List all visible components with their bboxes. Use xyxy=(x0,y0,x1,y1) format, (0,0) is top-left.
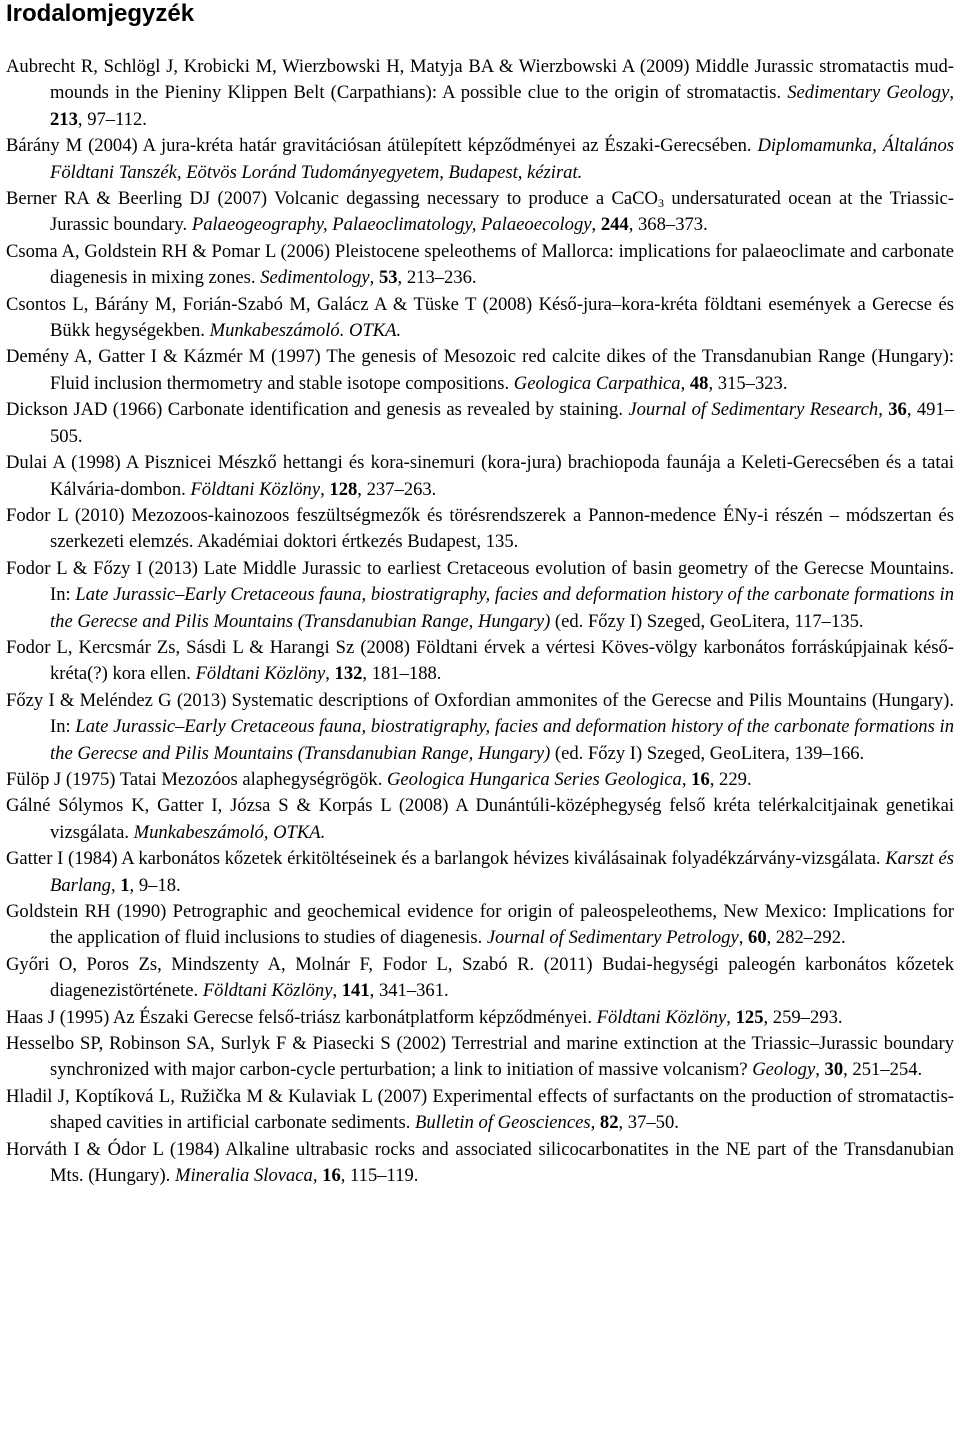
reference-source-italic: Munkabeszámoló, OTKA. xyxy=(133,821,326,843)
reference-text: , xyxy=(591,214,601,236)
reference-text: , xyxy=(680,372,690,394)
reference-entry xyxy=(6,688,954,767)
reference-text: Demény A, Gatter I & Kázmér M (1997) The genesis of Mesozoic red calcite dikes of the Transdanubian Range (Hungary): Fluid inclusion thermometry and stable isotope compositions. xyxy=(6,346,954,394)
reference-volume: 30 xyxy=(824,1059,844,1081)
reference-text: Dickson JAD (1966) Carbonate identification and genesis as revealed by staining. xyxy=(6,399,629,421)
reference-text: , 9–18. xyxy=(129,874,181,896)
reference-entry xyxy=(6,635,954,688)
reference-text: (ed. Főzy I) Szeged, GeoLitera, 139–166. xyxy=(550,742,865,764)
reference-text: Fülöp J (1975) Tatai Mezozóos alaphegységrögök. xyxy=(6,768,387,790)
reference-entry xyxy=(6,793,954,846)
reference-text: , 341–361. xyxy=(369,980,449,1002)
reference-volume: 16 xyxy=(322,1165,341,1187)
reference-text: , xyxy=(325,663,335,685)
reference-source-italic: Bulletin of Geosciences xyxy=(415,1112,591,1134)
reference-volume: 16 xyxy=(691,768,710,790)
reference-text: Fodor L, Kercsmár Zs, Sásdi L & Harangi Sz (2008) Földtani érvek a vértesi Köves-völgy karbonátos forráskúpjainak késő-kréta(?) kora ellen. xyxy=(6,636,954,685)
reference-text: Aubrecht R, Schlögl J, Krobicki M, Wierzbowski H, Matyja BA & Wierzbowski A (2009) Middle Jurassic stromatactis mud-mounds in the Pieniny Klippen Belt (Carpathians): A possible clue to the origin of stromatactis. xyxy=(6,56,954,104)
reference-text: , xyxy=(949,82,954,104)
reference-text: Fodor L & Főzy I (2013) Late Middle Jurassic to earliest Cretaceous evolution of basin geometry of the Gerecse Mountains. In: xyxy=(6,557,954,606)
reference-source-italic: Late Jurassic–Early Cretaceous fauna, biostratigraphy, facies and deformation history of the carbonate formations in the Gerecse and Pilis Mountains (Transdanubian Range, Hungary) xyxy=(50,584,954,632)
reference-text: Gatter I (1984) A karbonátos kőzetek érkitöltéseinek és a barlangok hévizes kiválásainak folyadékzárvány-vizsgálata. xyxy=(6,848,886,870)
reference-entry xyxy=(6,1005,954,1031)
reference-text: , xyxy=(878,399,889,421)
reference-text: Hesselbo SP, Robinson SA, Surlyk F & Piasecki S (2002) Terrestrial and marine extinction at the Triassic–Jurassic boundary synchronized with major carbon-cycle perturbation; a link to initiation of massive volcanism? xyxy=(6,1033,954,1081)
reference-text: Haas J (1995) Az Északi Gerecse felső-triász karbonátplatform képződményei. xyxy=(6,1006,597,1028)
reference-volume: 53 xyxy=(378,267,398,289)
reference-entry xyxy=(6,899,954,952)
reference-text: , 282–292. xyxy=(766,927,846,949)
reference-text: Fodor L (2010) Mezozoos-kainozoos feszültségmezők és törésrendszerek a Pannon-medence ÉNy-i részén – módszertan és szerkezeti elemzés. Akadémiai doktori értkezés Budapest, 135. xyxy=(6,504,954,553)
reference-source-italic: Palaeogeography, Palaeoclimatology, Palaeoecology xyxy=(191,214,592,236)
reference-entry xyxy=(6,1031,954,1084)
reference-source-italic: Late Jurassic–Early Cretaceous fauna, biostratigraphy, facies and deformation history of the carbonate formations in the Gerecse and Pilis Mountains (Transdanubian Range, Hungary) xyxy=(50,716,954,764)
reference-source-italic: Munkabeszámoló. OTKA. xyxy=(209,320,402,342)
reference-entry xyxy=(6,556,954,635)
reference-entry xyxy=(6,133,954,186)
reference-entry xyxy=(6,450,954,503)
reference-entry xyxy=(6,397,954,450)
reference-text: , xyxy=(332,980,342,1002)
reference-text: Gálné Sólymos K, Gatter I, Józsa S & Korpás L (2008) A Dunántúli-középhegység felső kréta telérkalcitjainak genetikai vizsgálata. xyxy=(6,795,954,843)
reference-source-italic: Földtani Közlöny xyxy=(195,663,326,685)
reference-text: , xyxy=(815,1059,825,1081)
reference-text: , 181–188. xyxy=(362,663,442,685)
reference-source-italic: Geologica Hungarica Series Geologica xyxy=(387,768,682,790)
reference-volume: 48 xyxy=(689,372,709,394)
reference-text: , 97–112. xyxy=(77,108,147,130)
reference-text: Csontos L, Bárány M, Forián-Szabó M, Galácz A & Tüske T (2008) Késő-jura–kora-kréta földtani események a Gerecse és Bükk hegységekben. xyxy=(6,293,954,342)
reference-source-italic: Geology xyxy=(752,1059,816,1081)
reference-source-italic: Földtani Közlöny xyxy=(190,478,321,500)
reference-text: undersaturated ocean at the Triassic-Jurassic boundary. xyxy=(50,188,954,236)
reference-text: , 315–323. xyxy=(708,372,788,394)
reference-text: , 491–505. xyxy=(50,399,955,447)
reference-entry xyxy=(6,952,954,1005)
reference-entry xyxy=(6,186,954,239)
reference-text: , 115–119. xyxy=(340,1165,419,1187)
reference-text: , 37–50. xyxy=(618,1112,679,1134)
reference-text: , xyxy=(320,478,330,500)
reference-text: , 237–263. xyxy=(357,478,437,500)
reference-volume: 60 xyxy=(748,927,767,949)
reference-text: , xyxy=(369,267,379,289)
reference-text: Főzy I & Meléndez G (2013) Systematic descriptions of Oxfordian ammonites of the Gerecse and Pilis Mountains (Hungary). In: xyxy=(6,689,954,738)
reference-text: (ed. Főzy I) Szeged, GeoLitera, 117–135. xyxy=(550,610,864,632)
reference-volume: 1 xyxy=(120,874,130,896)
reference-text: Horváth I & Ódor L (1984) Alkaline ultrabasic rocks and associated silicocarbonatites in the NE part of the Transdanubian Mts. (Hungary). xyxy=(6,1138,954,1187)
reference-entry xyxy=(6,846,954,899)
reference-entry xyxy=(6,344,954,397)
reference-text: , xyxy=(110,874,121,896)
reference-subscript: 3 xyxy=(657,196,664,211)
reference-text: Goldstein RH (1990) Petrographic and geochemical evidence for origin of paleospeleothems, New Mexico: Implications for the application of fluid inclusions to studies of diagenesis. xyxy=(6,901,954,949)
reference-source-italic: Földtani Közlöny xyxy=(202,980,333,1002)
reference-source-italic: Journal of Sedimentary Petrology xyxy=(486,927,739,949)
reference-text: Győri O, Poros Zs, Mindszenty A, Molnár F, Fodor L, Szabó R. (2011) Budai-hegységi paleogén karbonátos kőzetek diagenezistörténete. xyxy=(6,953,954,1002)
reference-text: , 213–236. xyxy=(397,267,477,289)
reference-text: , 229. xyxy=(709,768,752,790)
reference-entry xyxy=(6,239,954,292)
reference-source-italic: Journal of Sedimentary Research xyxy=(628,399,879,421)
reference-source-italic: Geologica Carpathica xyxy=(513,372,681,394)
reference-list xyxy=(6,54,954,1189)
reference-text: , 259–293. xyxy=(763,1006,843,1028)
reference-entry xyxy=(6,54,954,133)
reference-volume: 36 xyxy=(888,399,907,421)
reference-source-italic: Földtani Közlöny xyxy=(596,1006,727,1028)
reference-entry xyxy=(6,767,954,793)
page-title: Irodalomjegyzék xyxy=(6,0,195,27)
reference-text: , 368–373. xyxy=(628,214,708,236)
reference-volume: 213 xyxy=(50,108,78,130)
reference-text: , xyxy=(681,768,692,790)
reference-source-italic: Mineralia Slovaca xyxy=(174,1165,313,1187)
reference-source-italic: Sedimentology xyxy=(260,267,370,289)
reference-source-italic: Karszt és Barlang xyxy=(50,848,954,896)
reference-entry xyxy=(6,503,954,556)
reference-volume: 82 xyxy=(599,1112,619,1134)
reference-text: , 251–254. xyxy=(843,1059,923,1081)
reference-text: , xyxy=(590,1112,600,1134)
reference-text: Berner RA & Beerling DJ (2007) Volcanic degassing necessary to produce a CaCO xyxy=(6,188,658,210)
reference-text: , xyxy=(312,1165,323,1187)
reference-source-italic: Diplomamunka xyxy=(757,135,873,157)
reference-entry xyxy=(6,1084,954,1137)
reference-volume: 132 xyxy=(334,663,363,685)
reference-volume: 125 xyxy=(735,1006,764,1028)
reference-source-italic: Sedimentary Geology xyxy=(787,82,950,104)
reference-source-italic: , Általános Földtani Tanszék, Eötvös Loránd Tudományegyetem, Budapest, kézirat. xyxy=(50,135,954,183)
reference-text: , xyxy=(726,1006,736,1028)
reference-text: Bárány M (2004) A jura-kréta határ gravitációsan átülepített képződményei az Északi-Gerecsében. xyxy=(6,135,758,157)
reference-volume: 244 xyxy=(600,214,629,236)
reference-text: Dulai A (1998) A Pisznicei Mészkő hettangi és kora-sinemuri (kora-jura) brachiopoda faunája a Keleti-Gerecsében és a tatai Kálvária-dombon. xyxy=(6,452,954,500)
reference-volume: 141 xyxy=(341,980,370,1002)
reference-text: Hladil J, Koptíková L, Ružička M & Kulaviak L (2007) Experimental effects of surfactants on the production of stromatactis-shaped cavities in artificial carbonate sediments. xyxy=(6,1085,954,1134)
reference-volume: 128 xyxy=(329,478,358,500)
reference-entry xyxy=(6,292,954,345)
reference-entry xyxy=(6,1137,954,1190)
reference-text: , xyxy=(738,927,749,949)
reference-text: Csoma A, Goldstein RH & Pomar L (2006) Pleistocene speleothems of Mallorca: implications for palaeoclimate and carbonate diagenesis in mixing zones. xyxy=(6,240,954,289)
